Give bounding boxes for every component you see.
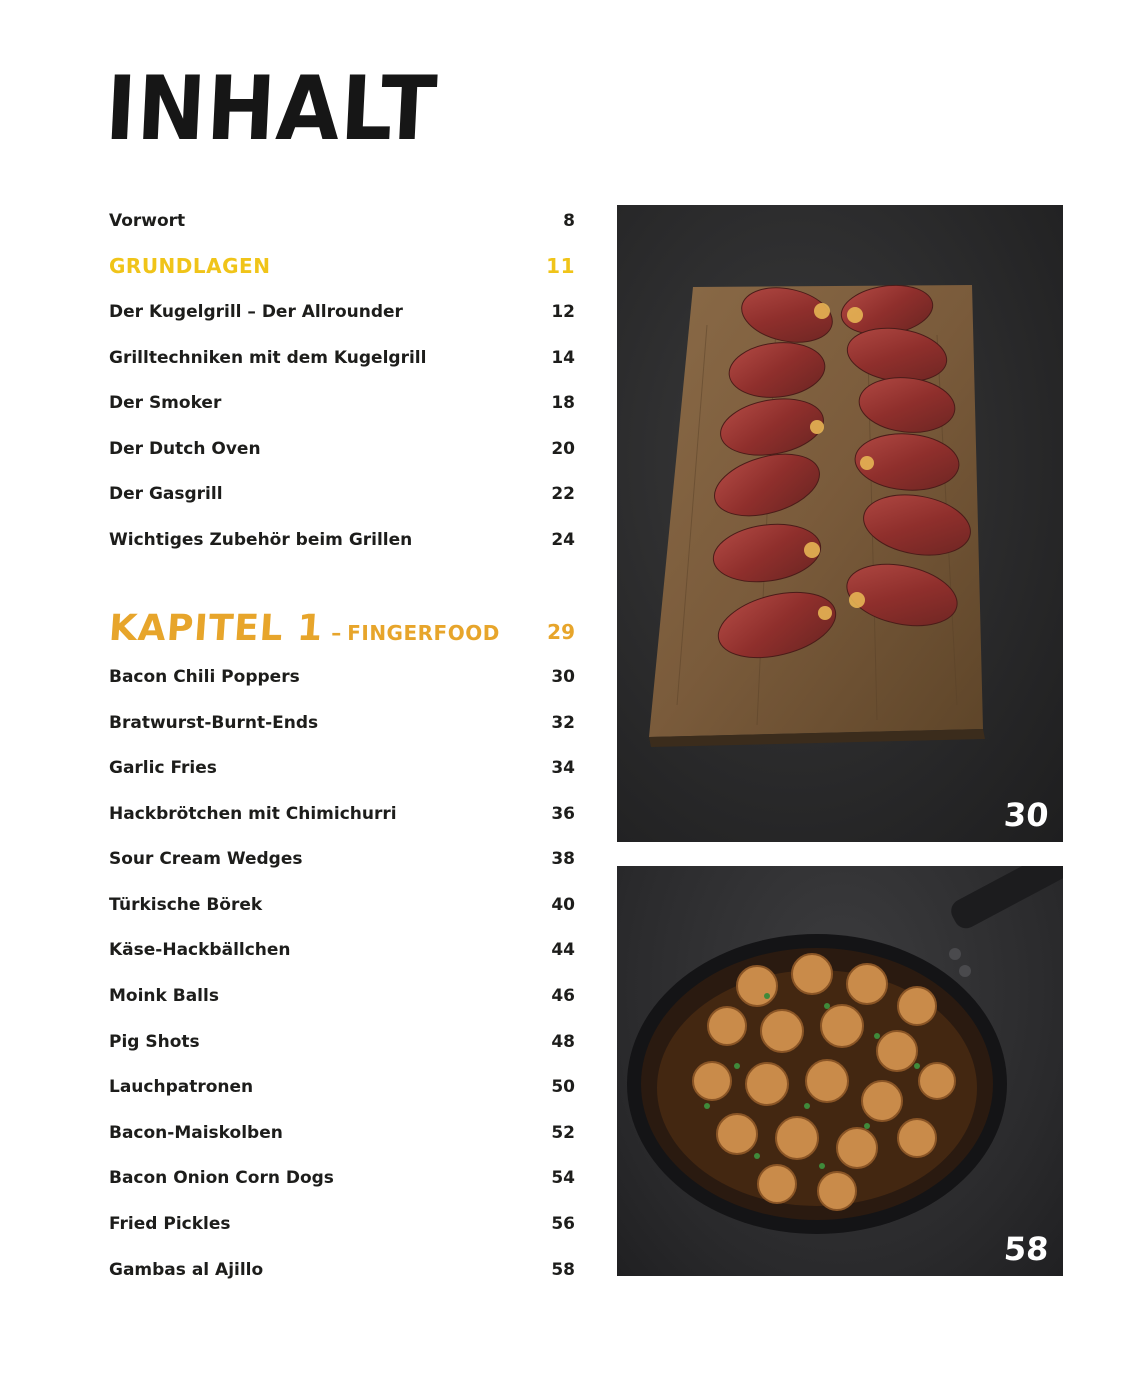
toc-entry-page: 22 (551, 484, 575, 504)
toc-entry[interactable] (109, 846, 575, 872)
toc-entry[interactable] (109, 481, 575, 507)
toc-entry-page: 8 (563, 211, 575, 231)
toc-entry[interactable] (109, 937, 575, 963)
toc-entry-page: 50 (551, 1077, 575, 1097)
toc-entry-label: Sour Cream Wedges (109, 849, 303, 869)
toc-entry-label: Pig Shots (109, 1032, 200, 1052)
toc-entry-page: 30 (551, 667, 575, 687)
photo-page-number: 58 (1003, 1230, 1051, 1268)
toc-entry[interactable] (109, 1257, 575, 1283)
toc-entry[interactable] (109, 1211, 575, 1237)
toc-entry-page: 18 (551, 393, 575, 413)
toc-entry[interactable] (109, 527, 575, 553)
toc-entry-page: 36 (551, 804, 575, 824)
toc-entry[interactable] (109, 1029, 575, 1055)
toc-entry[interactable] (109, 983, 575, 1009)
toc-entry-label: Grilltechniken mit dem Kugelgrill (109, 348, 427, 368)
page-title: INHALT (103, 58, 440, 161)
toc-entry-label: Der Smoker (109, 393, 222, 413)
toc-entry-page: 58 (551, 1260, 575, 1280)
toc-entry[interactable] (109, 664, 575, 690)
toc-entry-label: Bacon Chili Poppers (109, 667, 300, 687)
photo-bacon-chili-poppers (617, 205, 1063, 842)
toc-entry-page: 40 (551, 895, 575, 915)
toc-entry-page: 12 (551, 302, 575, 322)
toc-entry-label: Bratwurst-Burnt-Ends (109, 713, 319, 733)
toc-entry-page: 44 (551, 940, 575, 960)
toc-entry-page: 32 (551, 713, 575, 733)
toc-entry-label: Der Gasgrill (109, 484, 223, 504)
toc-entry-label: Türkische Börek (109, 895, 263, 915)
toc-entry-page: 20 (551, 439, 575, 459)
toc-entry-page: 56 (551, 1214, 575, 1234)
photo-gambas-al-ajillo (617, 866, 1063, 1276)
photo-illustration (617, 866, 1063, 1276)
toc-section-grundlagen[interactable] (109, 253, 575, 279)
toc-entry-page: 54 (551, 1168, 575, 1188)
toc-entry-page: 34 (551, 758, 575, 778)
toc-chapter-1[interactable] (109, 605, 575, 649)
chapter-label: KAPITEL 1 (107, 608, 325, 649)
toc-entry-label: Bacon Onion Corn Dogs (109, 1168, 334, 1188)
toc-entry-label: Vorwort (109, 211, 186, 231)
toc-entry[interactable] (109, 710, 575, 736)
toc-entry-label: Fried Pickles (109, 1214, 231, 1234)
toc-section-page: 11 (546, 254, 575, 278)
toc-entry[interactable] (109, 436, 575, 462)
toc-entry-label: Der Dutch Oven (109, 439, 261, 459)
toc-entry-label: Hackbrötchen mit Chimichurri (109, 804, 397, 824)
toc-entry-page: 46 (551, 986, 575, 1006)
toc-entry[interactable] (109, 299, 575, 325)
toc-entry-vorwort[interactable] (109, 208, 575, 234)
toc-entry-label: Käse-Hackbällchen (109, 940, 291, 960)
toc-entry[interactable] (109, 1165, 575, 1191)
toc-entry[interactable] (109, 755, 575, 781)
toc-entry-page: 38 (551, 849, 575, 869)
toc-entry-page: 52 (551, 1123, 575, 1143)
toc-entry-label: Garlic Fries (109, 758, 217, 778)
chapter-page: 29 (547, 620, 575, 644)
toc-entry-label: Der Kugelgrill – Der Allrounder (109, 302, 403, 322)
toc-entry-page: 14 (551, 348, 575, 368)
toc-entry[interactable] (109, 390, 575, 416)
chapter-dash: – (331, 621, 342, 645)
chapter-subtitle: FINGERFOOD (347, 621, 500, 645)
toc-entry[interactable] (109, 1120, 575, 1146)
photo-illustration (617, 205, 1063, 842)
toc-entry-label: Lauchpatronen (109, 1077, 254, 1097)
toc-entry[interactable] (109, 801, 575, 827)
toc-entry[interactable] (109, 892, 575, 918)
toc-entry-label: Wichtiges Zubehör beim Grillen (109, 530, 413, 550)
toc-entry[interactable] (109, 345, 575, 371)
toc-section-label: GRUNDLAGEN (109, 254, 271, 278)
toc-entry[interactable] (109, 1074, 575, 1100)
toc-entry-label: Gambas al Ajillo (109, 1260, 264, 1280)
photo-page-number: 30 (1003, 796, 1051, 834)
toc-entry-page: 24 (551, 530, 575, 550)
toc-entry-label: Moink Balls (109, 986, 219, 1006)
toc-entry-label: Bacon-Maiskolben (109, 1123, 283, 1143)
toc-entry-page: 48 (551, 1032, 575, 1052)
